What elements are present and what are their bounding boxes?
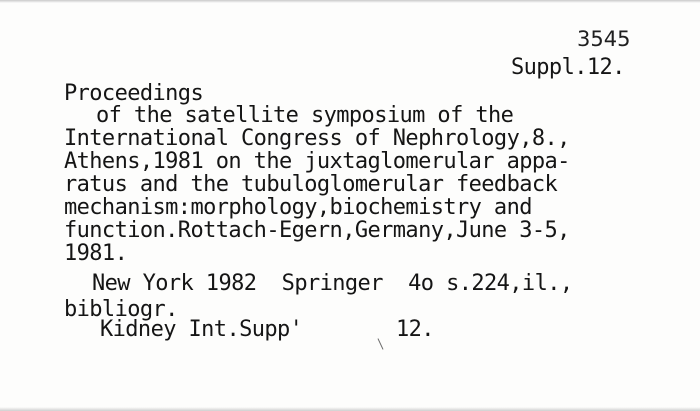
body-line-1: of the satellite symposium of the [96, 103, 514, 128]
journal-number: 12. [396, 317, 434, 342]
body-line-7: 1981. [64, 241, 128, 266]
body-line-5: mechanism:morphology,biochemistry and [64, 195, 532, 220]
bibliography-note: bibliogr. [64, 297, 178, 322]
imprint-line: New York 1982 Springer 4o s.224,il., [92, 271, 573, 296]
journal-title: Kidney Int.Supp' [100, 317, 303, 342]
body-line-6: function.Rottach-Egern,Germany,June 3-5, [64, 218, 570, 243]
body-line-4: ratus and the tubuloglomerular feedback [64, 172, 558, 197]
call-number: 3545 [577, 27, 631, 51]
body-line-2: International Congress of Nephrology,8., [64, 126, 570, 151]
series-number: Suppl.12. [511, 55, 625, 80]
body-line-3: Athens,1981 on the juxtaglomerular appa- [64, 149, 570, 174]
card-heading: Proceedings [64, 81, 204, 106]
paper-speck [378, 338, 384, 349]
